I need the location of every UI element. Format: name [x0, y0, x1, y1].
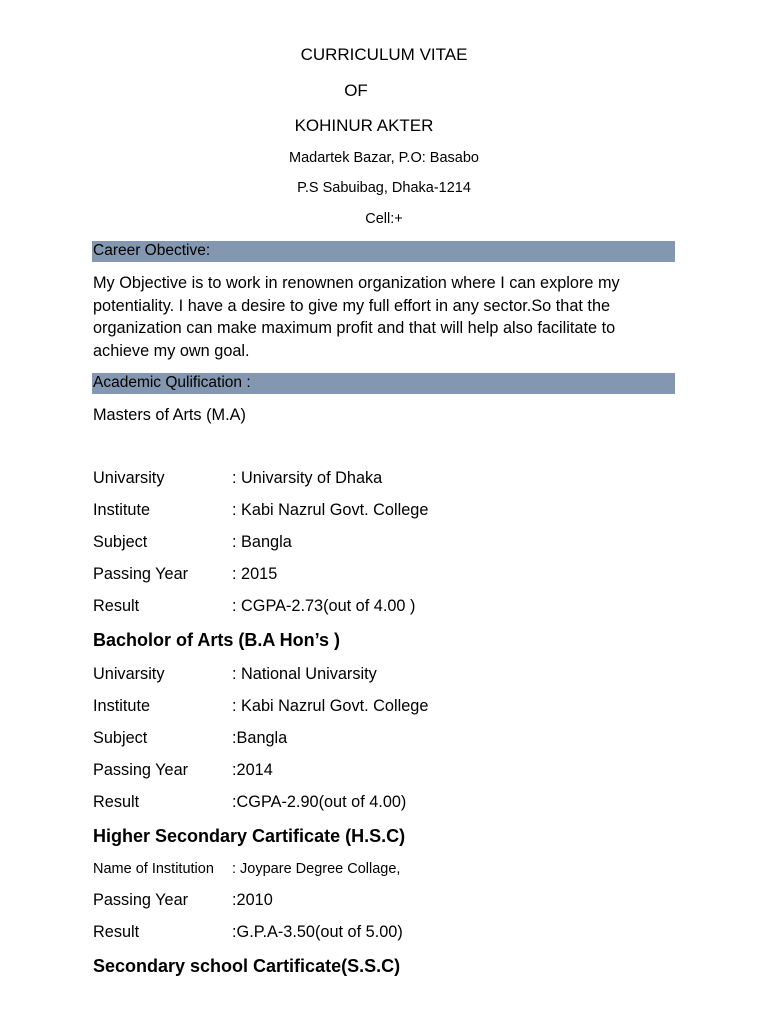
- objective-line: organization can make maximum profit and that will help also facilitate to: [93, 319, 616, 338]
- ma-subject-label: Subject: [93, 533, 148, 551]
- hsc-result-label: Result: [93, 923, 140, 941]
- ma-passing-year-value: : 2015: [232, 565, 278, 583]
- hsc-result-value: :G.P.A-3.50(out of 5.00): [232, 923, 403, 941]
- ma-university-value: : Univarsity of Dhaka: [232, 469, 383, 487]
- ba-result-value: :CGPA-2.90(out of 4.00): [232, 793, 407, 811]
- ma-university-label: Univarsity: [93, 469, 165, 487]
- career-objective-heading-bar: [92, 241, 675, 262]
- ba-university-value: : National Univarsity: [232, 665, 377, 683]
- ma-institute-value: : Kabi Nazrul Govt. College: [232, 501, 429, 519]
- objective-line: potentiality. I have a desire to give my full effort in any sector.So that the: [93, 296, 611, 315]
- ba-subject-value: :Bangla: [232, 729, 288, 747]
- career-objective-heading: Career Obective:: [93, 242, 211, 259]
- academic-heading-bar: [92, 373, 675, 394]
- ma-passing-year-label: Passing Year: [93, 565, 189, 583]
- hsc-institution-value: : Joypare Degree Collage,: [232, 861, 401, 877]
- academic-heading: Academic Qulification :: [93, 374, 251, 391]
- address-line-2: P.S Sabuibag, Dhaka-1214: [297, 180, 471, 196]
- title-of: OF: [344, 81, 368, 100]
- hsc-title: Higher Secondary Cartificate (H.S.C): [93, 826, 406, 846]
- ma-institute-label: Institute: [93, 501, 151, 519]
- ba-university-label: Univarsity: [93, 665, 165, 683]
- hsc-passing-year-label: Passing Year: [93, 891, 189, 909]
- ba-institute-value: : Kabi Nazrul Govt. College: [232, 697, 429, 715]
- objective-line: achieve my own goal.: [93, 342, 250, 361]
- objective-line: My Objective is to work in renownen organization where I can explore my: [93, 274, 620, 292]
- ma-title: Masters of Arts (M.A): [93, 406, 246, 424]
- ma-result-value: : CGPA-2.73(out of 4.00 ): [232, 597, 416, 615]
- ma-result-label: Result: [93, 597, 140, 615]
- document-title: CURRICULUM VITAE: [300, 45, 468, 64]
- ba-passing-year-value: :2014: [232, 761, 273, 779]
- hsc-institution-label: Name of Institution: [93, 861, 214, 877]
- ba-passing-year-label: Passing Year: [93, 761, 189, 779]
- ma-subject-value: : Bangla: [232, 533, 292, 551]
- cell-number: Cell:+: [365, 211, 403, 227]
- candidate-name: KOHINUR AKTER: [294, 116, 434, 135]
- ba-institute-label: Institute: [93, 697, 151, 715]
- address-line-1: Madartek Bazar, P.O: Basabo: [289, 150, 479, 166]
- ba-title: Bacholor of Arts (B.A Hon’s ): [93, 630, 340, 650]
- ssc-title: Secondary school Cartificate(S.S.C): [93, 956, 401, 976]
- ba-result-label: Result: [93, 793, 140, 811]
- hsc-passing-year-value: :2010: [232, 891, 273, 909]
- ba-subject-label: Subject: [93, 729, 148, 747]
- career-objective-text: [93, 272, 673, 363]
